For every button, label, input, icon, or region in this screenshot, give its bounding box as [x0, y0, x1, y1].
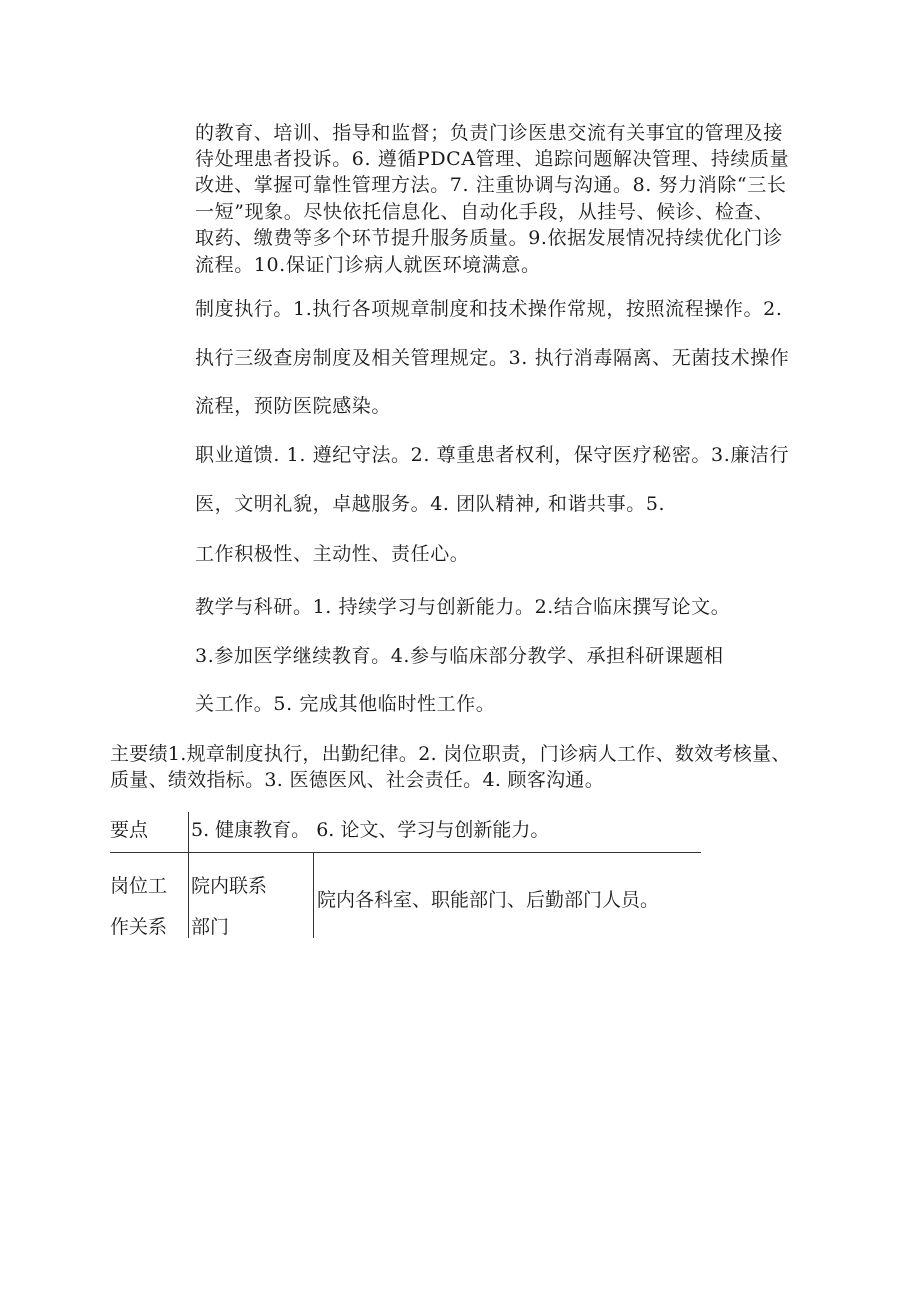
table-divider	[188, 812, 189, 852]
table-row-content: 院内各科室、职能部门、后勤部门人员。	[317, 889, 660, 911]
performance-line: 主要绩1.规章制度执行，出勤纪律。2. 岗位职责，门诊病人工作、数效考核量、	[110, 743, 791, 765]
table-row-content: 5. 健康教育。 6. 论文、学习与创新能力。	[191, 819, 550, 841]
duties-line: 的教育、培训、指导和监督；负责门诊医患交流有关事宜的管理及接	[195, 122, 784, 144]
table-sub-label: 部门	[191, 916, 230, 938]
table-divider	[313, 852, 314, 938]
ethics-line: 工作积极性、主动性、责任心。	[195, 543, 470, 565]
duties-line: 待处理患者投诉。6. 遵循PDCA管理、追踪问题解决管理、持续质量	[195, 148, 790, 170]
table-row-label: 岗位工	[110, 875, 168, 897]
system-execution-line: 流程，预防医院感染。	[195, 395, 392, 417]
ethics-line: 职业道馈. 1. 遵纪守法。2. 尊重患者权利，保守医疗秘密。3.廉洁行	[195, 444, 790, 466]
performance-line: 质量、绩效指标。3. 医德医风、社会责任。4. 顾客沟通。	[110, 769, 605, 791]
duties-line: 取药、缴费等多个环节提升服务质量。9.依据发展情况持续优化门诊	[195, 227, 783, 249]
teaching-line: 教学与科研。1. 持续学习与创新能力。2.结合临床撰写论文。	[195, 596, 731, 618]
table-divider	[110, 852, 701, 853]
system-execution-line: 制度执行。1.执行各项规章制度和技术操作常规，按照流程操作。2.	[195, 298, 783, 320]
table-divider	[188, 852, 189, 938]
duties-line: 改进、掌握可靠性管理方法。7. 注重协调与沟通。8. 努力消除“三长	[195, 174, 787, 196]
teaching-line: 关工作。5. 完成其他临时性工作。	[195, 693, 496, 715]
system-execution-line: 执行三级查房制度及相关管理规定。3. 执行消毒隔离、无菌技术操作	[195, 347, 790, 369]
table-row-label: 作关系	[110, 916, 168, 938]
duties-line: 流程。10.保证门诊病人就医环境满意。	[195, 254, 541, 276]
table-sub-label: 院内联系	[191, 875, 268, 897]
table-row-label: 要点	[110, 819, 149, 841]
duties-line: 一短”现象。尽快依托信息化、自动化手段，从挂号、候诊、检查、	[195, 201, 774, 223]
teaching-line: 3.参加医学继续教育。4.参与临床部分教学、承担科研课题相	[195, 645, 724, 667]
ethics-line: 医，文明礼貌，卓越服务。4. 团队精神, 和谐共事。5.	[195, 493, 666, 515]
